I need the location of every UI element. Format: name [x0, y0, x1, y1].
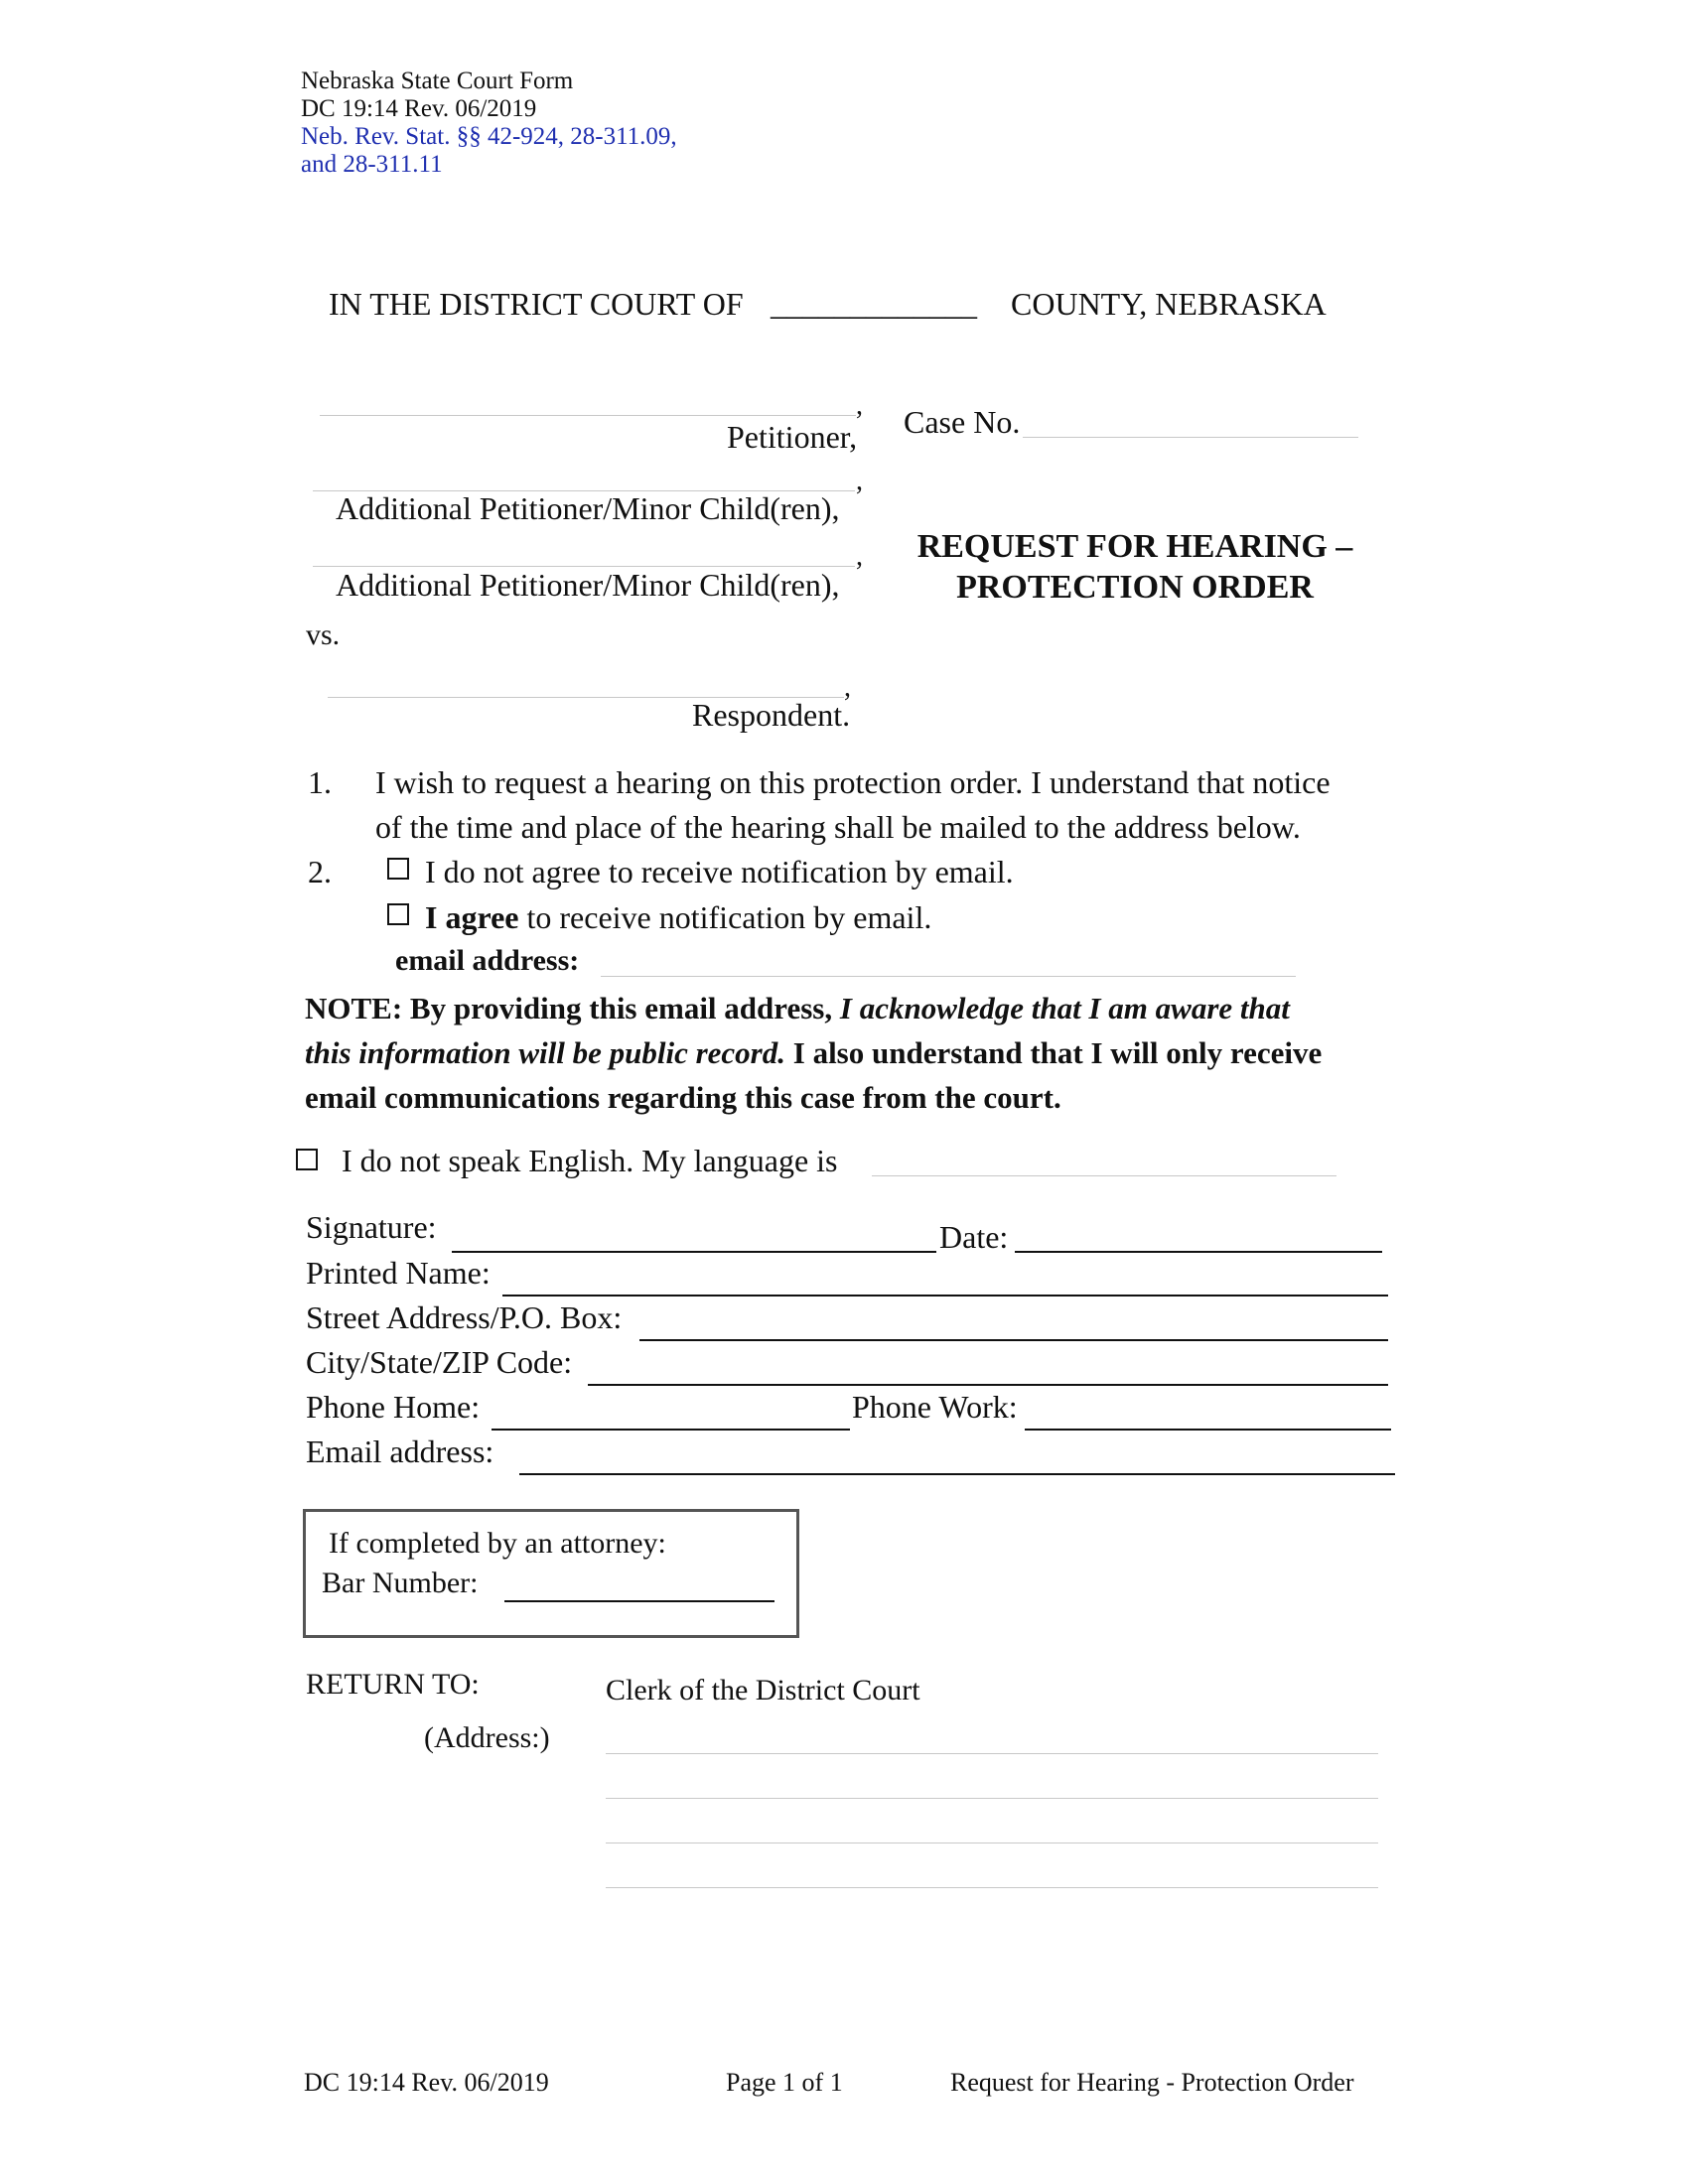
printed-name-label: Printed Name: [306, 1255, 491, 1291]
document-title-line-1: REQUEST FOR HEARING – [916, 528, 1353, 565]
note-line-2-bold: I also understand that I will only receive [785, 1035, 1323, 1070]
item-1-text-line-1: I wish to request a hearing on this protection order. I understand that notice [375, 764, 1331, 800]
printed-name-line[interactable] [502, 1295, 1388, 1297]
language-line[interactable] [872, 1175, 1336, 1176]
court-suffix: COUNTY, NEBRASKA [1011, 286, 1327, 322]
return-address-line-4[interactable] [606, 1887, 1378, 1888]
additional-petitioner-2-label: Additional Petitioner/Minor Child(ren), [336, 567, 840, 603]
street-address-label: Street Address/P.O. Box: [306, 1299, 623, 1335]
bar-number-label: Bar Number: [322, 1567, 479, 1599]
clerk-name: Clerk of the District Court [606, 1674, 920, 1706]
signature-label: Signature: [306, 1209, 437, 1245]
language-checkbox[interactable] [296, 1149, 318, 1170]
versus-label: vs. [306, 618, 341, 651]
footer-title: Request for Hearing - Protection Order [950, 2068, 1354, 2097]
item-1-number: 1. [308, 764, 332, 800]
no-email-checkbox[interactable] [387, 858, 409, 880]
return-address-line-1[interactable] [606, 1753, 1378, 1754]
agree-email-option-label [425, 899, 931, 936]
petitioner-name-line[interactable] [320, 415, 856, 416]
additional-petitioner-1-label: Additional Petitioner/Minor Child(ren), [336, 490, 840, 526]
item-1-text-line-2: of the time and place of the hearing shall be mailed to the address below. [375, 809, 1301, 845]
attorney-label: If completed by an attorney: [329, 1527, 666, 1560]
date-label: Date: [939, 1219, 1009, 1255]
phone-work-line[interactable] [1025, 1429, 1391, 1431]
phone-home-label: Phone Home: [306, 1389, 481, 1425]
email-address-line[interactable] [601, 976, 1296, 977]
return-to-label: RETURN TO: [306, 1668, 480, 1701]
street-address-line[interactable] [639, 1339, 1388, 1341]
phone-home-line[interactable] [492, 1429, 850, 1431]
signature-line[interactable] [452, 1251, 936, 1253]
note-line-1-bold: NOTE: By providing this email address, [305, 991, 840, 1025]
email-address-field-line[interactable] [519, 1473, 1395, 1475]
petitioner-label: Petitioner, [727, 419, 858, 455]
footer-page-number: Page 1 of 1 [726, 2068, 843, 2097]
county-blank[interactable]: _____________ [771, 286, 977, 322]
footer-form-number: DC 19:14 Rev. 06/2019 [304, 2068, 549, 2097]
phone-work-label: Phone Work: [852, 1389, 1018, 1425]
no-email-option-label: I do not agree to receive notification by email. [425, 854, 1014, 889]
form-number: DC 19:14 Rev. 06/2019 [301, 95, 537, 122]
statute-line-1[interactable]: Neb. Rev. Stat. §§ 42-924, 28-311.09, [301, 123, 677, 150]
agree-bold: I agree [425, 899, 519, 935]
email-address-label: email address: [395, 944, 580, 977]
note-line-1 [305, 986, 1290, 1030]
return-address-line-2[interactable] [606, 1798, 1378, 1799]
caption-comma: , [844, 672, 851, 703]
item-2-number: 2. [308, 854, 332, 889]
email-address-field-label: Email address: [306, 1433, 494, 1469]
agree-email-checkbox[interactable] [387, 903, 409, 925]
city-state-zip-line[interactable] [588, 1384, 1388, 1386]
city-state-zip-label: City/State/ZIP Code: [306, 1344, 573, 1380]
caption-comma: , [856, 541, 863, 572]
form-name: Nebraska State Court Form [301, 68, 574, 94]
document-title-line-2: PROTECTION ORDER [956, 569, 1314, 606]
caption-comma: , [856, 466, 863, 496]
date-line[interactable] [1015, 1251, 1382, 1253]
language-label: I do not speak English. My language is [342, 1143, 838, 1178]
note-line-1-italic: I acknowledge that I am aware that [839, 991, 1290, 1025]
case-number-label: Case No. [904, 404, 1021, 440]
statute-line-2[interactable]: and 28-311.11 [301, 151, 443, 178]
caption-comma: , [856, 390, 863, 421]
respondent-label: Respondent. [692, 697, 851, 733]
court-prefix: IN THE DISTRICT COURT OF [329, 286, 744, 322]
note-line-2-italic: this information will be public record. [305, 1035, 785, 1070]
note-line-3: email communications regarding this case from the court. [305, 1080, 1061, 1115]
note-line-2 [305, 1030, 1322, 1075]
case-number-line[interactable] [1023, 437, 1358, 438]
agree-rest: to receive notification by email. [518, 899, 932, 935]
bar-number-line[interactable] [504, 1600, 774, 1602]
address-label: (Address:) [424, 1721, 550, 1754]
